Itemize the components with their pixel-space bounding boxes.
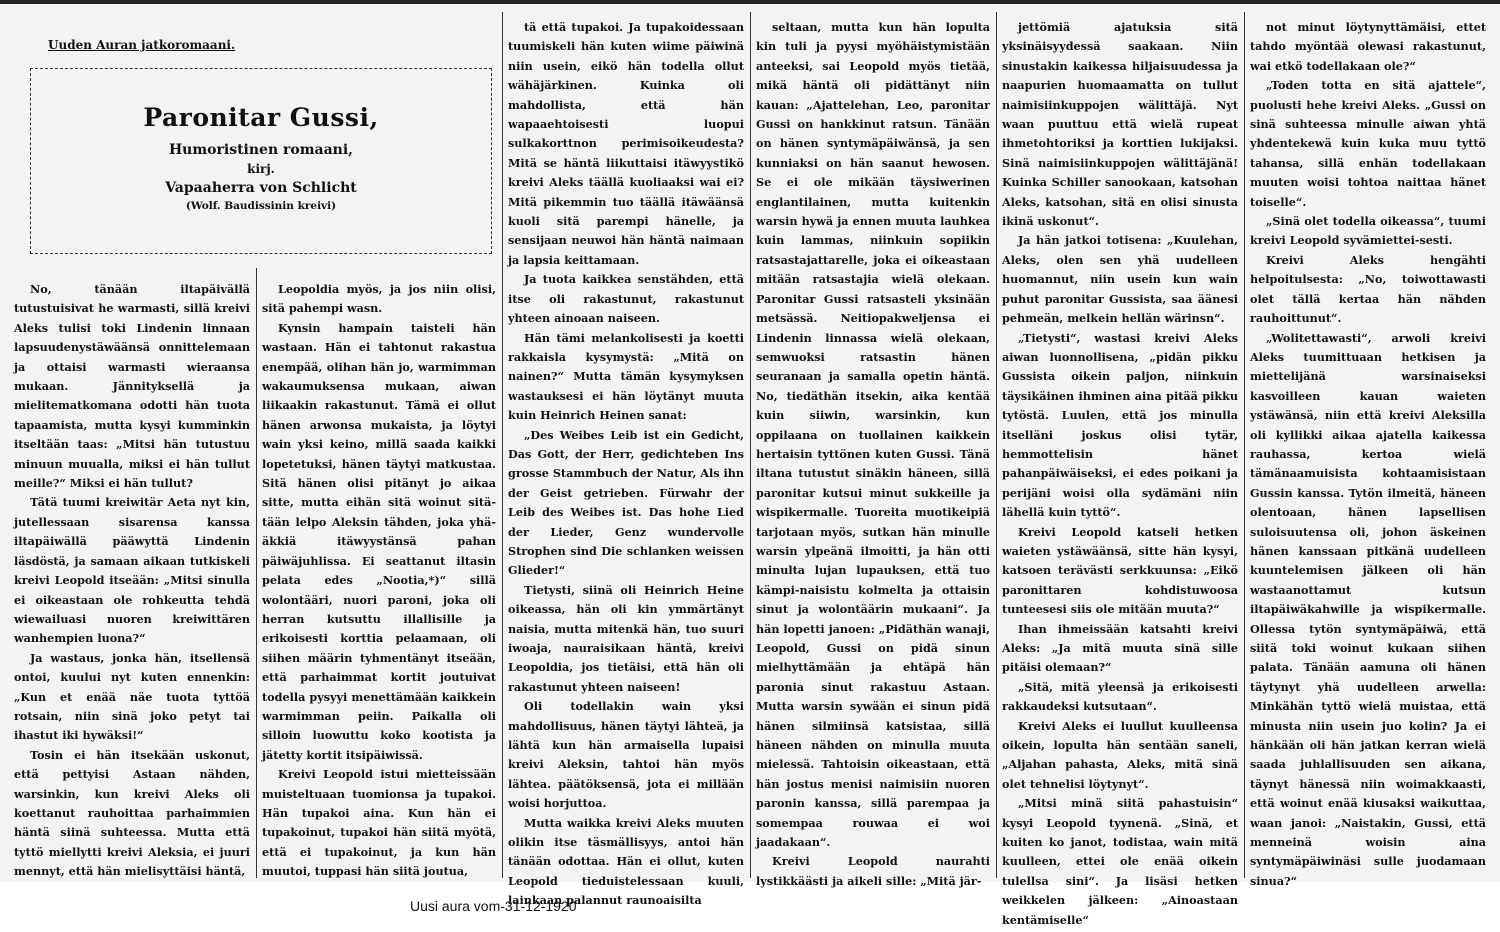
translator-note: (Wolf. Baudissinin kreivi) (185, 200, 337, 212)
column-4 (756, 18, 990, 888)
column-6 (1250, 18, 1486, 888)
paragraph: „Sinä olet todella oikeassa“, tuumi kreivi Leopold syvämiettei-sesti. (1250, 214, 1486, 248)
paragraph: Tosin ei hän itsekään uskonut, että pettyisi Astaan nähden, warsinkin, kun kreivi Aleks oli koettanut rauhoittaa parhaimmien häntä siinä suhteessa. Mutta että tyttö miellytti kreivi Aleksia, ei juuri mennyt, että hän mielisyttäisi häntä, (14, 747, 250, 879)
paragraph: jettömiä ajatuksia sitä yksinäisyydessä saakaan. Niin sinustakin kaikessa hiljaisuudessa ja naapurien huomaamatta on tullut naimisiinkuppojen wälittäjä. Nyt waan puuttuu että wielä rupeat ihmetohtoriksi ja korttien lukijaksi. Sinä naimisiinkuppojen wälittäjänä! Kuinka Schiller sanookaan, katsohan Aleks, katsohan, sitä en olisi sinusta ikinä uskonut“. (1002, 20, 1238, 229)
novel-subtitle: Humoristinen romaani, (168, 142, 354, 158)
column-rule (996, 12, 997, 878)
paragraph: No, tänään iltapäivällä tutustuisivat he warmasti, sillä kreivi Aleks tulisi toki Lindenin linnaan lapsuudenystäwäänsä onnittelemaan ja ottaisi warmasti wieraansa mukaan. Jännityksellä ja mielitematkomana odotti hän tuota tapaamista, mutta kysyi kumminkin itseltään taas: „Mitsi hän tutustuu minuun muualla, miksi ei hän tullut meille?“ Miksi ei hän tullut? (14, 282, 250, 491)
column-2 (262, 280, 496, 878)
paragraph: „Sitä, mitä yleensä ja erikoisesti rakkaudeksi kutsutaan“. (1002, 679, 1238, 714)
paragraph: Kreivi Aleks ei luullut kuulleensa oikein, lopulta hän sentään saneli, „Aljahan pahasta, Aleks, mitä sinä olet tehnelisi löytynyt“. (1002, 718, 1238, 791)
paragraph: Ihan ihmeissään katsahti kreivi Aleks: „Ja mitä muuta sinä sille pitäisi olemaan?“ (1002, 621, 1238, 675)
paragraph: „Wolitettawasti“, arwoli kreivi Aleks tuumittuaan hetkisen ja miettelijänä warsinaiseksi kasvoilleen kauan waieten ystäwänsä, niin että kreivi Aleksilla oli kyllikki aikaa ajatella kaikessa rauhassa, kertoa wielä tämänaamuisista kohtaamisistaan Gussin kanssa. Tytön ilmeitä, häneen olentoaan, hänen lapsellisen suloisuutensa oli, johon äskeinen hänen kanssaan pitkänä uudelleen kuuntelemisen jälkeen oli hän wastaanottamut kutsun iltapäiwäkahwille ja wispikermalle. Ollessa tytön syntymäpäiwä, että siitä toki woinut kukaan siihen palata. Tänään aamuna oli hänen täytynyt yhä uudelleen arwella: Minkähän tyttö wielä muistaa, että minusta niin usein juo kolin? Ja ei hänkään oli hän jatkan kerran wielä saada juhlallisuuden sen aikana, täynyt hänessä niin woimakkaasti, että woinut enää kiusaksi waikuttaa, waan janoi: „Naistakin, Gussi, että menneinä woisin aina syntymäpäiwinäsi sulle juodamaan sinua?“ (1250, 330, 1486, 888)
column-rule (1244, 12, 1245, 878)
serial-header: Uuden Auran jatkoromaani. (48, 38, 236, 52)
paragraph: Leopoldia myös, ja jos niin olisi, sitä pahempi wasn. (262, 282, 496, 316)
paragraph: Kynsin hampain taisteli hän wastaan. Hän ei tahtonut rakastua enempää, olihan hän jo, warmimman wakaumuksensa mukaan, aiwan liikaakin rakastunut. Tämä ei ollut hänen arwonsa mukaista, ja löytyi wain yksi keino, millä saada kaikki lopetetuksi, hänen täytyi matkustaa. Sitä hänen olisi pitänyt jo aikaa sitte, mutta eihän sitä woinut sitä-tään lelpo Aleksin tähden, joka yhä-äkkiä itäwyystänsä pahan päiwäjuhlissa. Ei seattanut iltasin pelata edes „Nootia,*)“ sillä wolontääri, nuori paroni, joka oli herran kutsuttu illallisille ja erikoisesti korttia pelaamaan, oli siihen määrin tyhmentänyt itseään, että parhaimmat kortit joutuivat todella pysyyi menettämään kaikkein warmimman peiin. Paikalla oli silloin luowuttu koko kootista ja jätetty kortit itsipäiwissä. (262, 320, 496, 762)
paragraph: tä että tupakoi. Ja tupakoidessaan tuumiskeli hän kuten wiime päiwinä niin usein, eikö hän todella ollut wähäjärkinen. Kuinka oli mahdollista, että hän wapaaehtoisesti luopui sulkakorttnon perimisoikeudesta? Mitä se häntä liikuttaisi itäwyystikö kreivi Aleks täällä kuoliaaksi wai ei? Mitä pikemmin tuo täällä itäwäänsä kuoli sitä parempi hänelle, ja sensijaan neuwoi hän häntä naimaan ja lapsia keittamaan. (508, 20, 744, 267)
paragraph: Hän tämi melankolisesti ja koetti rakkaisla kysymystä: „Mitä on nainen?“ Mutta tämän kysymyksen wastauksesi ei hän löytänyt muuta kuin Heinrich Heinen sanat: (508, 330, 744, 423)
paragraph: Tietysti, siinä oli Heinrich Heine oikeassa, hän oli kin ymmärtänyt naisia, mutta mitenkä hän, tuo suuri iwoaja, nauraisikaan häntä, kreivi Leopoldia, jos tietäisi, että hän oli rakastunut yhteen naiseen! (508, 582, 744, 694)
paragraph: Kreivi Leopold katseli hetken waieten ystäwäänsä, sitte hän kysyi, katsoen terävästi serkkuunsa: „Eikö paronittaren kohdistuwoosa tunteesesi siis ole mitään muuta?“ (1002, 524, 1238, 617)
column-rule (750, 12, 751, 878)
title-box (30, 68, 492, 254)
novel-title: Paronitar Gussi, (143, 103, 379, 132)
paragraph: „Mitsi minä siitä pahastuisin“ kysyi Leopold tyynenä. „Sinä, et kuiten ko janot, todistaa, wain mitä kuulleen, ettei ole enää oikein tulellsa sini“. Ja lisäsi hetken weikkelen jälkeen: „Ainoastaan kentämiselle“ (1002, 796, 1238, 927)
paragraph: Kreivi Aleks hengähti helpoitulsesta: „No, toiwottawasti olet tällä kertaa hän nähden rauhoittunut“. (1250, 252, 1486, 326)
column-5 (1002, 18, 1238, 927)
paragraph: Ja hän jatkoi totisena: „Kuulehan, Aleks, olen sen yhä uudelleen huomannut, niin usein kun wain puhut paronitar Gussista, saa äänesi pehmeän, melkein hellän wärinsn“. (1002, 233, 1238, 326)
paragraph: Mutta waikka kreivi Aleks muuten olikin itse täsmällisyys, antoi hän tänään odottaa. Hän ei ollut, kuten Leopold tieduistelessaan kuuli, lainkaan palannut raunoaisilta (508, 815, 744, 908)
paragraph: Kreivi Leopold istui mietteissään muisteltuaan tuomionsa ja tupakoi. Hän tupakoi aina. Kun hän ei tupakoinut, tupakoi hän siitä myötä, että ei tupakoinut, ja kun hän muutoi, tuppasi hän siitä joutua, (262, 767, 496, 879)
column-rule (256, 268, 257, 878)
paragraph: Kreivi Leopold naurahti lystikkäästi ja aikeli sille: „Mitä jär- (756, 854, 990, 888)
paragraph: „Toden totta en sitä ajattele“, puolusti hehe kreivi Aleks. „Gussi on sinä suhteessa minulle aiwan yhtä yhdentekewä kuin kuka muu tyttö tahansa, sillä enhän todellakaan muuten woisi tohtoa naittaa hänet toiselle“. (1250, 78, 1486, 209)
column-1 (14, 280, 250, 878)
column-3 (508, 18, 744, 908)
paragraph: Oli todellakin wain yksi mahdollisuus, hänen täytyi lähteä, ja lähtä kun hän armaisella lupaisi kreivi Aleksin, tahtoi hän myös lähtea. päätöksensä, jota ei millään woisi horjuttoa. (508, 699, 744, 811)
paragraph: seltaan, mutta kun hän lopulta kin tuli ja pyysi myöhäistymistään anteeksi, sai Leopold myös tietää, mikä häntä oli pidättänyt niin kauan: „Ajattelehan, Leo, paronitar Gussi on hankkinut ratsun. Tänään on hänen syntymäpäiwänsä, ja sen kunniaksi on hän saanut hewosen. Se ei ole mikään täysiwerinen englantilainen, mutta kuitenkin warsin hywä ja ennen muuta lauhkea kuin lammas, niinkuin sopiikin ratsastajattarelle, joka ei oikeastaan mitään ratsastajia wielä olekaan. Paronitar Gussi ratsasteli yksinään metsässä. Neitiopakweljensa ei Lindenin linnassa wielä olekaan, semwuoksi ratsastin hänen seuranaan ja samalla opetin häntä. No, tiedäthän itsekin, aika kentää kuin siiwin, warsinkin, kun oppilaana on tuollainen kaikkein hertaisin tyttönen kuten Gussi. Tänä iltana tutustut sinäkin häneen, sillä paronitar kutsui minut sukkeille ja wispikermalle. Tuoreita muotikeipiä tarjotaan myös, sutkan hän minulle warsin ylpeänä ilmoitti, ja hän otti minulta lujan lupauksen, että tuo kämpi-naisistu kolmelta ja ottaisin sinut ja wolontäärin mukaani“. Ja hän lopetti janoen: „Pidäthän wanaji, Leopold, Gussi on pidä sinun mielhyttämään ja ehtäpä hän paronia sinut rakastuu Astaan. Mutta warsin sywään ei sinun pidä hänen silmiinsä katsistaa, sillä häneen nähden on minulla muuta mielessä. Tahtoisin oikeastaan, että hän jostus menisi naimisiin nuoren paronin kanssa, sillä parempaa ja somempaa rouwaa ei woi jaadakaan“. (756, 20, 990, 850)
paragraph: „Tietysti“, wastasi kreivi Aleks aiwan luonnollisena, „pidän pikku Gussista oikein paljon, niinkuin täysikäinen ihminen aina pitää pikku tytöstä. Luulen, että jos minulla itselläni joskus olisi tytär, hemmottelisin hänet pahanpäiwäiseksi, ei edes poikani ja perijäni woisi olla sydämäni niin lähellä kuin tyttö“. (1002, 330, 1238, 520)
paragraph: not minut löytynyttämäisi, ettet tahdo myöntää olewasi rakastunut, wai etkö todellakaan ole?“ (1250, 20, 1486, 73)
column-rule (502, 12, 503, 878)
paragraph: Tätä tuumi kreiwitär Aeta nyt kin, jutellessaan sisarensa kanssa iltapäiwällä pääwyttä Lindenin läsdöstä, ja samaan aikaan tutkiskeli kreivi Leopold itseään: „Mitsi sinulla ei oikeastaan ole rohkeutta tehdä wiewailuasi nuoren kreiwittären wanhempien luona?“ (14, 495, 250, 646)
author-name: Vapaaherra von Schlicht (165, 180, 357, 196)
quoted-poem: „Des Weibes Leib ist ein Gedicht, Das Gott, der Herr, gedichteben Ins grosse Stammbuch der Natur, Als ihn der Geist getrieben. Fürwahr der Leib des Weibes ist. Das hohe Lied der Lieder, Genz wundervolle Strophen sind Die schlanken weissen Glieder!“ (508, 427, 744, 578)
paragraph: Ja tuota kaikkea senstähden, että itse oli rakastunut, rakastunut yhteen ainoaan naiseen. (508, 272, 744, 326)
paragraph: Ja wastaus, jonka hän, itsellensä ontoi, kuului nyt kuten ennenkin: „Kun et enää näe tuota tyttöä rotsain, niin sinä joko petyt tai ihastut iki hywäksi!“ (14, 650, 250, 743)
archive-caption: Uusi aura vom-31-12-1920 (410, 898, 577, 914)
byline-prefix: kirj. (247, 162, 275, 176)
